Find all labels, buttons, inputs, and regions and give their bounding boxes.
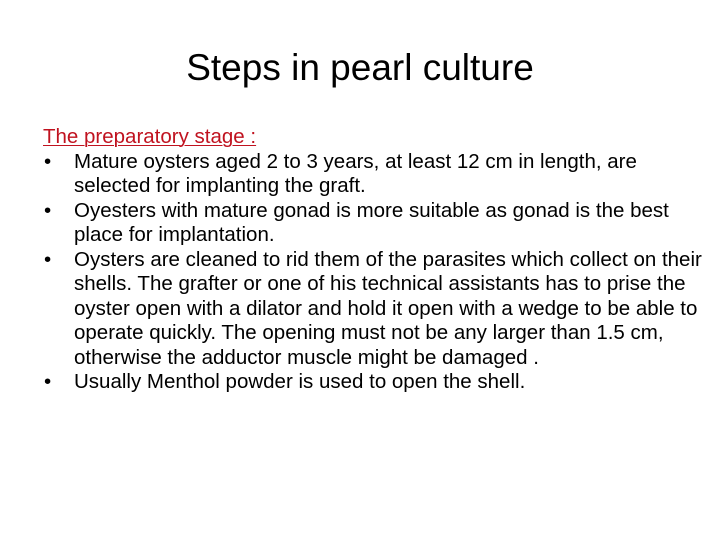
bullet-text: Oyesters with mature gonad is more suitable as gonad is the best place for implantation. — [74, 198, 669, 246]
bullet-icon: • — [44, 149, 52, 173]
bullet-item — [43, 199, 703, 248]
bullet-item — [43, 370, 703, 395]
slide-title: Steps in pearl culture — [186, 47, 534, 88]
bullet-icon: • — [44, 198, 52, 222]
bullet-text: Oysters are cleaned to rid them of the parasites which collect on their shells. The grafter or one of his technical assistants has to prise the oyster open with a dilator and hold it open with a wedge to be able to operate quickly. The opening must not be any larger than 1.5 cm, otherwise the adductor muscle might be damaged . — [74, 247, 702, 369]
bullet-text: Mature oysters aged 2 to 3 years, at least 12 cm in length, are selected for implanting the graft. — [74, 149, 637, 197]
bullet-item — [43, 248, 703, 371]
bullet-icon: • — [44, 247, 52, 271]
bullet-list — [43, 150, 703, 395]
slide-body — [43, 125, 703, 395]
bullet-text: Usually Menthol powder is used to open the shell. — [74, 370, 526, 393]
subheading: The preparatory stage : — [43, 125, 257, 148]
bullet-icon: • — [44, 370, 52, 393]
bullet-item — [43, 150, 703, 199]
